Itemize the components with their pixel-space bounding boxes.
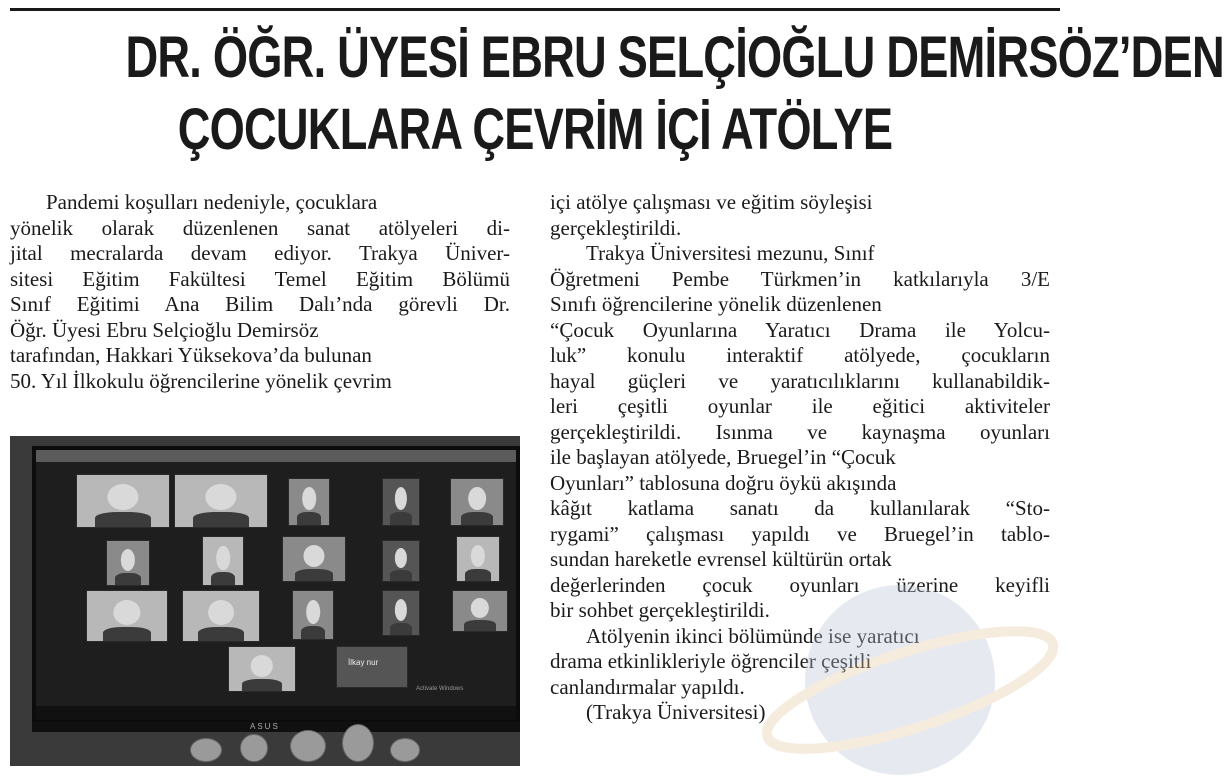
- body-line: Trakya Üniversitesi mezunu, Sınıf: [586, 241, 875, 265]
- participant-tile: [86, 590, 168, 642]
- clay-figure: [240, 734, 268, 762]
- top-rule: [10, 8, 1060, 11]
- speaker-name-label: İlkay nur: [348, 658, 379, 667]
- taskbar: [36, 706, 516, 720]
- body-line: Oyunları” tablosuna doğru öykü akışında: [550, 470, 897, 495]
- video-call-titlebar: [36, 450, 516, 462]
- headline: [125, 22, 1224, 166]
- body-line: Öğretmeni Pembe Türkmen’in katkılarıyla 3/E: [550, 266, 1050, 291]
- body-line: “Çocuk Oyunlarına Yaratıcı Drama ile Yolcu-: [550, 317, 1050, 342]
- participant-tile: [382, 478, 420, 526]
- clay-figure: [290, 730, 326, 762]
- body-line: Sınıf Eğitimi Ana Bilim Dalı’nda görevli Dr.: [10, 292, 510, 316]
- participant-tile: [228, 646, 296, 692]
- body-line: 50. Yıl İlkokulu öğrencilerine yönelik çevrim: [10, 368, 392, 393]
- participant-tile-active-speaker: [336, 646, 408, 688]
- body-line: leri çeşitli oyunlar ile eğitici aktiviteler: [550, 394, 1050, 418]
- clay-figure: [190, 738, 222, 762]
- body-line: değerlerinden çocuk oyunları üzerine keyifli: [550, 572, 1050, 597]
- body-line: gerçekleştirildi. Isınma ve kaynaşma oyunları: [550, 419, 1050, 444]
- body-line: sundan hareketle evrensel kültürün ortak: [550, 547, 892, 571]
- article-photo: [10, 436, 520, 766]
- body-line: canlandırmalar yapıldı.: [550, 674, 745, 699]
- participant-tile: [382, 540, 420, 582]
- body-line: bir sohbet gerçekleştirildi.: [550, 598, 770, 622]
- body-line: jital mecralarda devam ediyor. Trakya Üniver-: [10, 241, 510, 265]
- participant-tile: [282, 536, 346, 582]
- windows-activation-note: Activate Windows: [416, 686, 464, 692]
- body-line: içi atölye çalışması ve eğitim söyleşisi: [550, 190, 873, 214]
- participant-tile: [450, 478, 504, 526]
- clay-figure: [390, 738, 420, 762]
- monitor-screen: [32, 446, 520, 724]
- body-line: drama etkinlikleriyle öğrenciler çeşitli: [550, 649, 872, 673]
- body-line: Öğr. Üyesi Ebru Selçioğlu Demirsöz: [10, 317, 319, 342]
- article-column-left: [10, 190, 510, 394]
- monitor-brand-logo: ASUS: [250, 722, 280, 731]
- body-line: luk” konulu interaktif atölyede, çocukların: [550, 343, 1050, 367]
- body-line: kâğıt katlama sanatı da kullanılarak “Sto-: [550, 496, 1050, 520]
- participant-tile: [106, 540, 150, 586]
- participant-tile: [292, 590, 334, 640]
- headline-line-2: ÇOCUKLARA ÇEVRİM İÇİ ATÖLYE: [177, 97, 893, 162]
- body-line: Sınıfı öğrencilerine yönelik düzenlenen: [550, 292, 882, 316]
- clay-figure: [342, 724, 374, 762]
- body-line: ile başlayan atölyede, Bruegel’in “Çocuk: [550, 445, 896, 469]
- article-column-right: [550, 190, 1050, 726]
- participant-tile: [382, 590, 420, 636]
- participant-tile: [288, 478, 330, 526]
- body-line: sitesi Eğitim Fakültesi Temel Eğitim Bölümü: [10, 266, 510, 291]
- participant-tile: [202, 536, 244, 586]
- body-line: hayal güçleri ve yaratıcılıklarını kullanabildik-: [550, 368, 1050, 393]
- participant-tile: [174, 474, 268, 528]
- body-line: Atölyenin ikinci bölümünde ise yaratıcı: [586, 623, 920, 648]
- participant-tile: [452, 590, 508, 632]
- body-line: Pandemi koşulları nedeniyle, çocuklara: [46, 190, 378, 214]
- article-source: (Trakya Üniversitesi): [586, 700, 766, 724]
- participant-tile: [76, 474, 170, 528]
- headline-line-1: DR. ÖĞR. ÜYESİ EBRU SELÇİOĞLU DEMİRSÖZ’DEN: [125, 25, 1224, 90]
- body-line: yönelik olarak düzenlenen sanat atölyeleri di-: [10, 215, 510, 240]
- body-line: gerçekleştirildi.: [550, 215, 682, 240]
- participant-tile: [456, 536, 500, 582]
- body-line: tarafından, Hakkari Yüksekova’da bulunan: [10, 343, 372, 367]
- participant-tile: [182, 590, 260, 642]
- body-line: rygami” çalışması yapıldı ve Bruegel’in tablo-: [550, 521, 1050, 546]
